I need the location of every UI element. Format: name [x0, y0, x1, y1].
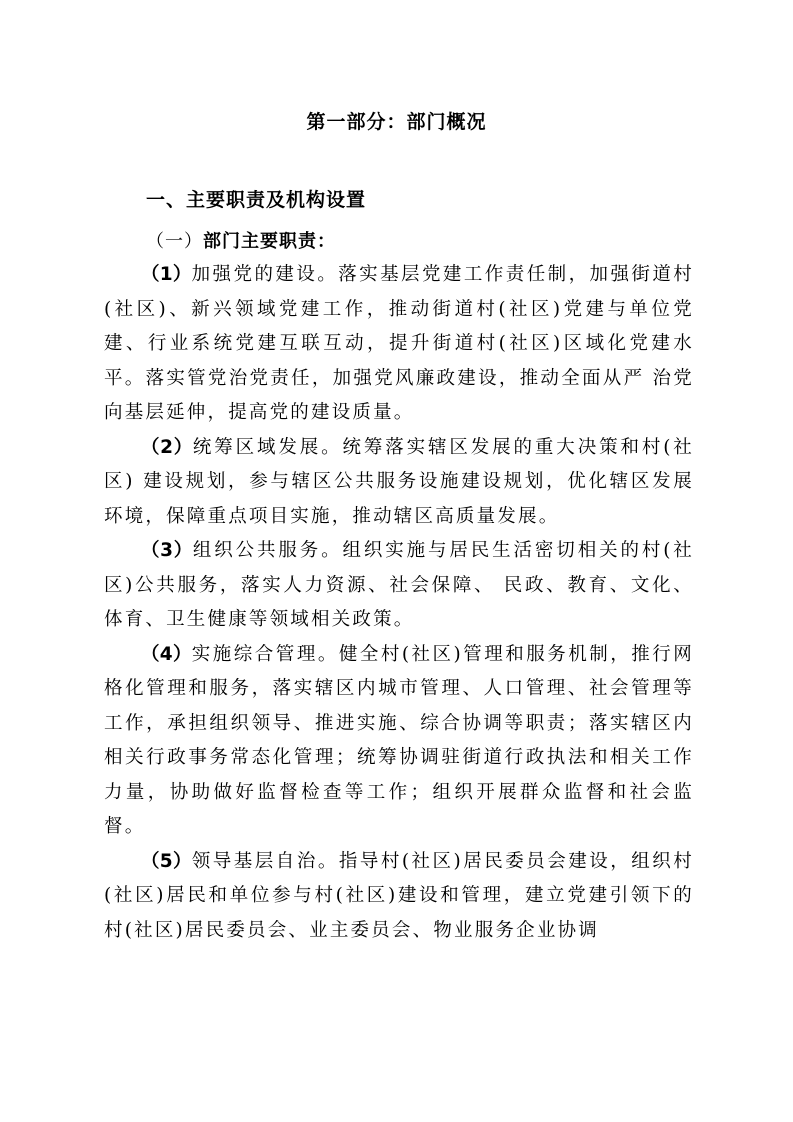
duty-text-3: 组织公共服务。组织实施与居民生活密切相关的村(社区)公共服务，落实人力资源、社会保障、 民政、教育、文化、体育、卫生健康等领域相关政策。	[104, 540, 694, 630]
sub-heading-prefix: （一）	[146, 231, 203, 252]
duty-paragraph-3	[104, 534, 694, 638]
duty-text-4: 实施综合管理。健全村(社区)管理和服务机制，推行网格化管理和服务，落实辖区内城市管理、人口管理、社会管理等工作，承担组织领导、推进实施、综合协调等职责；落实辖区内相关行政事务常态化管理；统筹协调驻街道行政执法和相关工作力量，协助做好监督检查等工作；组织开展群众监督和社会监督。	[104, 643, 695, 837]
sub-heading	[146, 229, 336, 255]
duty-paragraph-1	[104, 258, 694, 431]
duty-text-2: 统筹区域发展。统筹落实辖区发展的重大决策和村(社区) 建设规划，参与辖区公共服务设施建设规划，优化辖区发展 环境，保障重点项目实施，推动辖区高质量发展。	[104, 436, 694, 527]
section-heading: 一、主要职责及机构设置	[146, 189, 367, 211]
duty-paragraph-2	[104, 431, 694, 535]
sub-heading-label: 部门主要职责：	[203, 231, 336, 252]
duty-text-5: 领导基层自治。指导村(社区)居民委员会建设，组织村 (社区)居民和单位参与村(社区)建设和管理，建立党建引领下的村(社区)居民委员会、业主委员会、物业服务企业协调	[104, 850, 695, 941]
duty-text-1: 加强党的建设。落实基层党建工作责任制，加强街道村(社区)、新兴领域党建工作，推动街道村(社区)党建与单位党建、行业系统党建互联互动，提升街道村(社区)区域化党建水平。落实管党治党责任，加强党风廉政建设，推动全面从严 治党向基层延伸，提高党的建设质量。	[104, 264, 694, 423]
part-title: 第一部分：部门概况	[306, 111, 487, 133]
duties-body	[104, 258, 694, 948]
duty-number-1: （1）	[141, 264, 192, 285]
duty-number-2: （2）	[141, 436, 193, 458]
duty-number-3: （3）	[141, 540, 193, 561]
duty-number-4: （4）	[141, 643, 192, 665]
duty-paragraph-4	[104, 638, 694, 845]
duty-paragraph-5	[104, 845, 694, 949]
duty-number-5: （5）	[141, 850, 192, 872]
